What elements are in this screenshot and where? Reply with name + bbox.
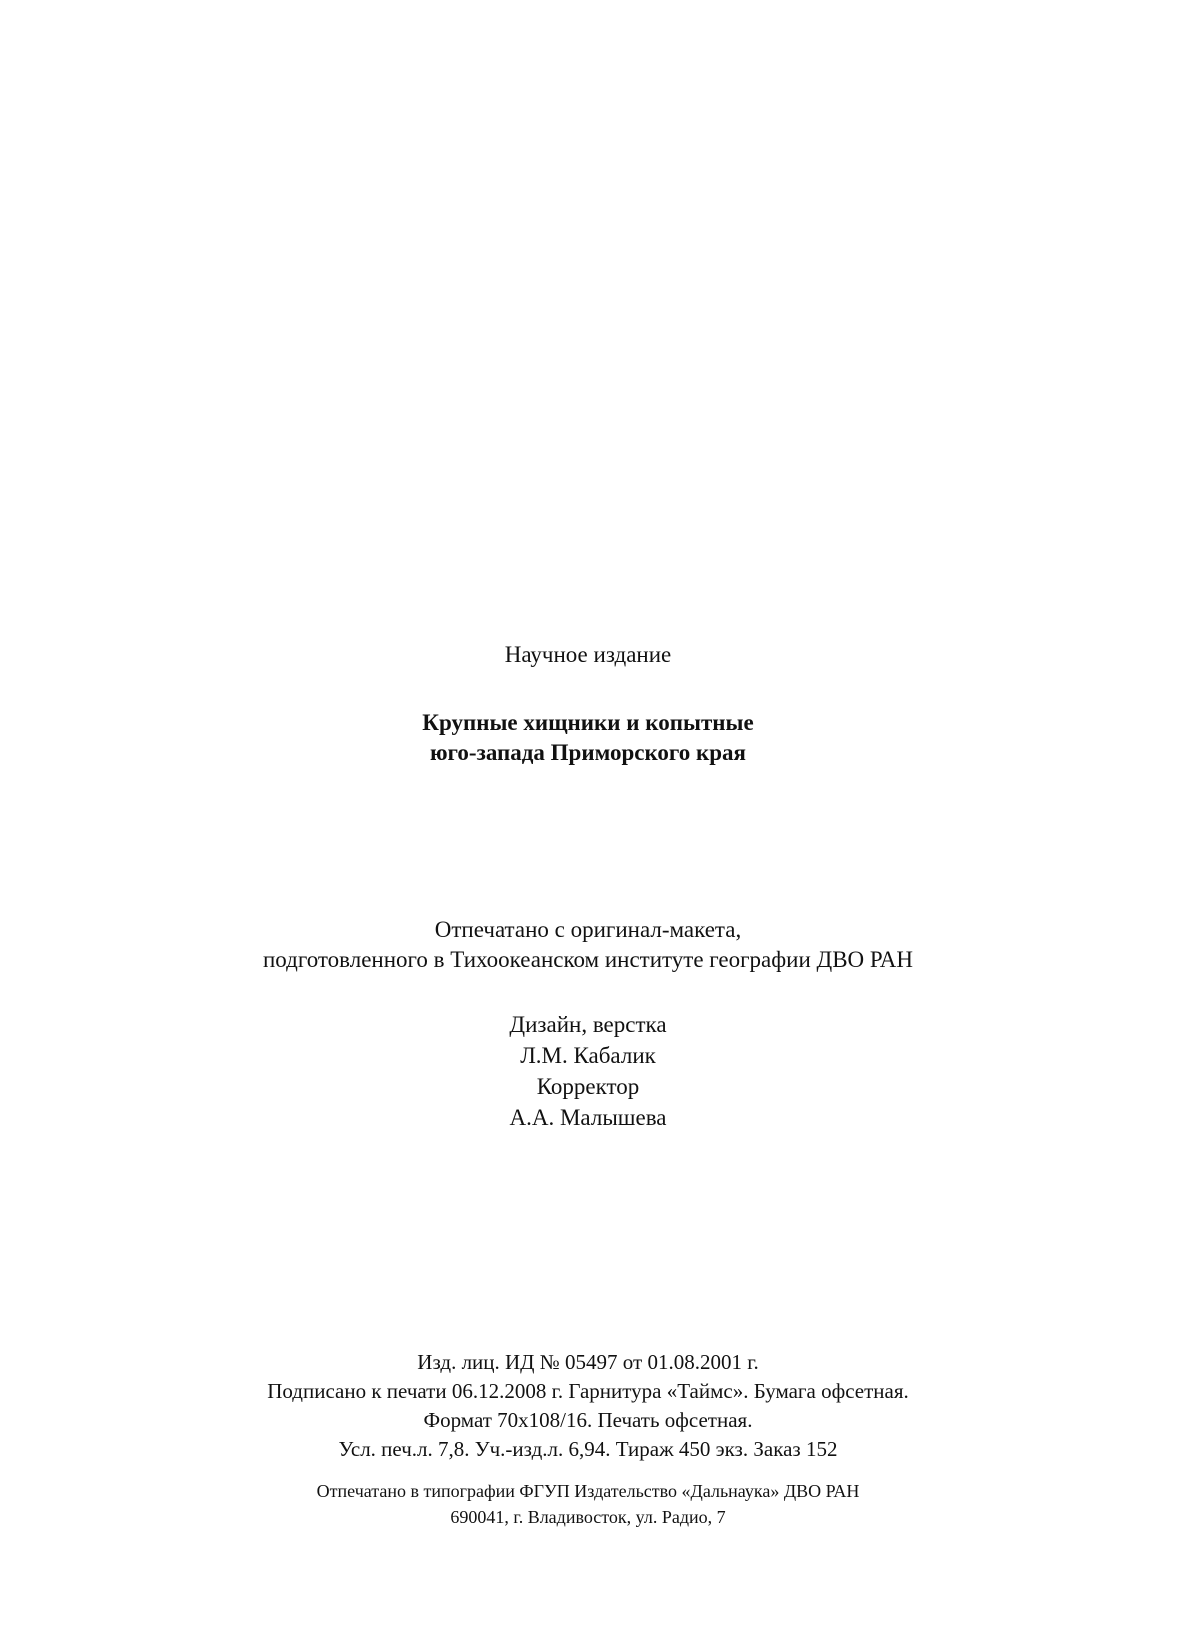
publishing-line-4: Усл. печ.л. 7,8. Уч.-изд.л. 6,94. Тираж 450 экз. Заказ 152: [338, 1437, 838, 1461]
book-title-line-2: юго-запада Приморского края: [429, 740, 747, 765]
printed-from-line-2: подготовленного в Тихоокеанском институте географии ДВО РАН: [263, 947, 913, 972]
publishing-line-2: Подписано к печати 06.12.2008 г. Гарнитура «Таймс». Бумага офсетная.: [267, 1379, 909, 1403]
edition-type: Научное издание: [504, 642, 672, 667]
credit-corrector-label: Корректор: [536, 1074, 640, 1099]
publishing-line-1: Изд. лиц. ИД № 05497 от 01.08.2001 г.: [417, 1350, 759, 1374]
credit-corrector-name: А.А. Малышева: [509, 1105, 667, 1130]
printed-from-line-1: Отпечатано с оригинал-макета,: [434, 917, 742, 942]
printer-line-2: 690041, г. Владивосток, ул. Радио, 7: [450, 1507, 726, 1527]
publishing-line-3: Формат 70x108/16. Печать офсетная.: [423, 1408, 753, 1432]
printer-line-1: Отпечатано в типографии ФГУП Издательство «Дальнаука» ДВО РАН: [316, 1481, 860, 1501]
credit-design-name: Л.М. Кабалик: [520, 1043, 656, 1068]
book-title-line-1: Крупные хищники и копытные: [422, 710, 754, 735]
credit-design-label: Дизайн, верстка: [509, 1012, 667, 1037]
